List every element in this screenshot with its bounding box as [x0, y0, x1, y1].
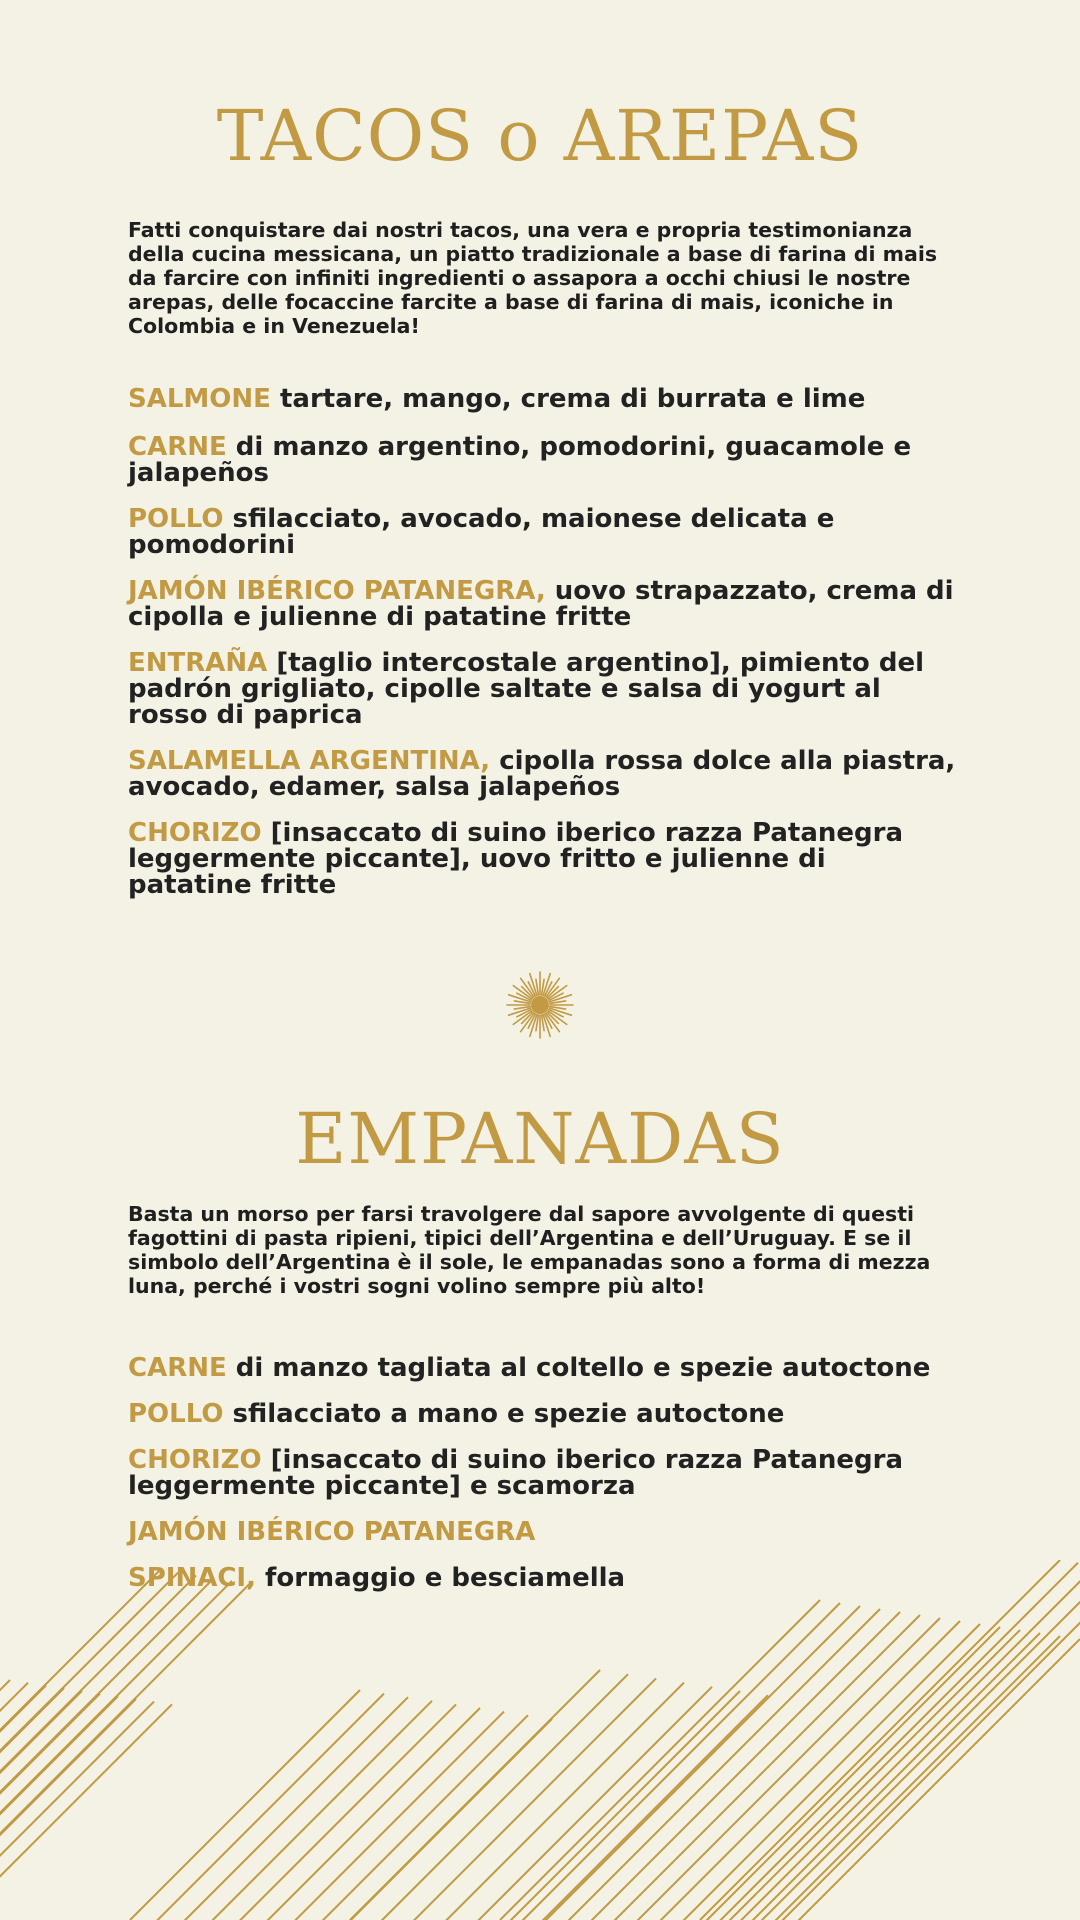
- menu-item: [128, 1519, 958, 1545]
- decorative-line: [0, 1581, 232, 1841]
- decorative-line: [378, 1674, 628, 1920]
- menu-item: [128, 650, 958, 728]
- decorative-line: [500, 1600, 820, 1920]
- item-name: SALAMELLA ARGENTINA,: [128, 746, 491, 776]
- item-description: [insaccato di suino iberico razza Patanegra leggermente piccante], uovo fritto e julienne di patatine fritte: [128, 818, 904, 900]
- item-description: formaggio e besciamella: [255, 1563, 626, 1593]
- item-name: CARNE: [128, 1353, 227, 1383]
- decorative-diagonal-lines: [0, 1560, 1080, 1920]
- item-description: sfilacciato a mano e spezie autoctone: [223, 1399, 785, 1429]
- decorative-line: [520, 1603, 840, 1920]
- item-name: ENTRAÑA: [128, 648, 268, 678]
- menu-item: [128, 1401, 958, 1427]
- item-description: uovo strapazzato, crema di cipolla e julienne di patatine fritte: [128, 576, 954, 632]
- decorative-line: [700, 1630, 1020, 1920]
- item-description: [taglio intercostale argentino], pimiento del padrón grigliato, cipolle saltate e salsa di yogurt al rosso di paprica: [128, 648, 924, 730]
- item-name: JAMÓN IBÉRICO PATANEGRA,: [128, 576, 546, 606]
- item-name: SALMONE: [128, 384, 271, 414]
- item-name: CHORIZO: [128, 818, 262, 848]
- decorative-line: [154, 1694, 384, 1920]
- decorative-line: [0, 1685, 46, 1920]
- item-name: CARNE: [128, 432, 227, 462]
- decorative-line: [350, 1670, 600, 1920]
- decorative-line: [0, 1704, 172, 1920]
- tacos-menu-list: [128, 386, 958, 898]
- decorative-line: [0, 1696, 118, 1920]
- decorative-line: [560, 1609, 880, 1920]
- item-description: [insaccato di suino iberico razza Patanegra leggermente piccante] e scamorza: [128, 1445, 904, 1501]
- item-description: cipolla rossa dolce alla piastra, avocado, edamer, salsa jalapeños: [128, 746, 956, 802]
- decorative-line: [0, 1575, 196, 1835]
- sun-icon: [505, 970, 575, 1040]
- menu-item: [128, 1447, 958, 1499]
- item-name: POLLO: [128, 1399, 224, 1429]
- decorative-line: [772, 1571, 1080, 1920]
- menu-item: [128, 578, 958, 630]
- item-name: SPINACI,: [128, 1563, 256, 1593]
- tacos-title: TACOS o AREPAS: [216, 95, 864, 177]
- menu-item: [128, 434, 958, 486]
- item-name: JAMÓN IBÉRICO PATANEGRA: [128, 1517, 536, 1547]
- decorative-line: [580, 1612, 900, 1920]
- item-description: tartare, mango, crema di burrata e lime: [270, 384, 866, 414]
- item-name: CHORIZO: [128, 1445, 262, 1475]
- item-name: POLLO: [128, 504, 224, 534]
- empanadas-title: EMPANADAS: [295, 1098, 785, 1180]
- item-description: di manzo tagliata al coltello e spezie autoctone: [226, 1353, 931, 1383]
- decorative-line: [700, 1560, 1060, 1920]
- menu-item: [128, 820, 958, 898]
- decorative-line: [178, 1697, 408, 1920]
- menu-item: [128, 386, 958, 412]
- menu-item: [128, 1355, 958, 1381]
- menu-item: [128, 748, 958, 800]
- item-description: sfilacciato, avocado, maionese delicata e pomodorini: [128, 504, 835, 560]
- empanadas-menu-list: [128, 1355, 958, 1591]
- item-description: di manzo argentino, pomodorini, guacamole e jalapeños: [128, 432, 912, 488]
- menu-item: [128, 506, 958, 558]
- empanadas-intro: Basta un morso per farsi travolgere dal sapore avvolgente di questi fagottini di pasta ripieni, tipici dell’Argentina e dell’Uruguay. E se il simbolo dell’Argentina è il sole, le empanadas sono a forma di mezza luna, perché i vostri sogni volino sempre più alto!: [128, 1202, 931, 1298]
- tacos-intro: Fatti conquistare dai nostri tacos, una vera e propria testimonianza della cucina messicana, un piatto tradizionale a base di farina di mais da farcire con infiniti ingredienti o assapora a occhi chiusi le nostre arepas, delle focaccine farcite a base di farina di mais, iconiche in Colombia e in Venezuela!: [128, 218, 938, 338]
- decorative-line: [130, 1690, 360, 1920]
- decorative-line: [0, 1680, 10, 1920]
